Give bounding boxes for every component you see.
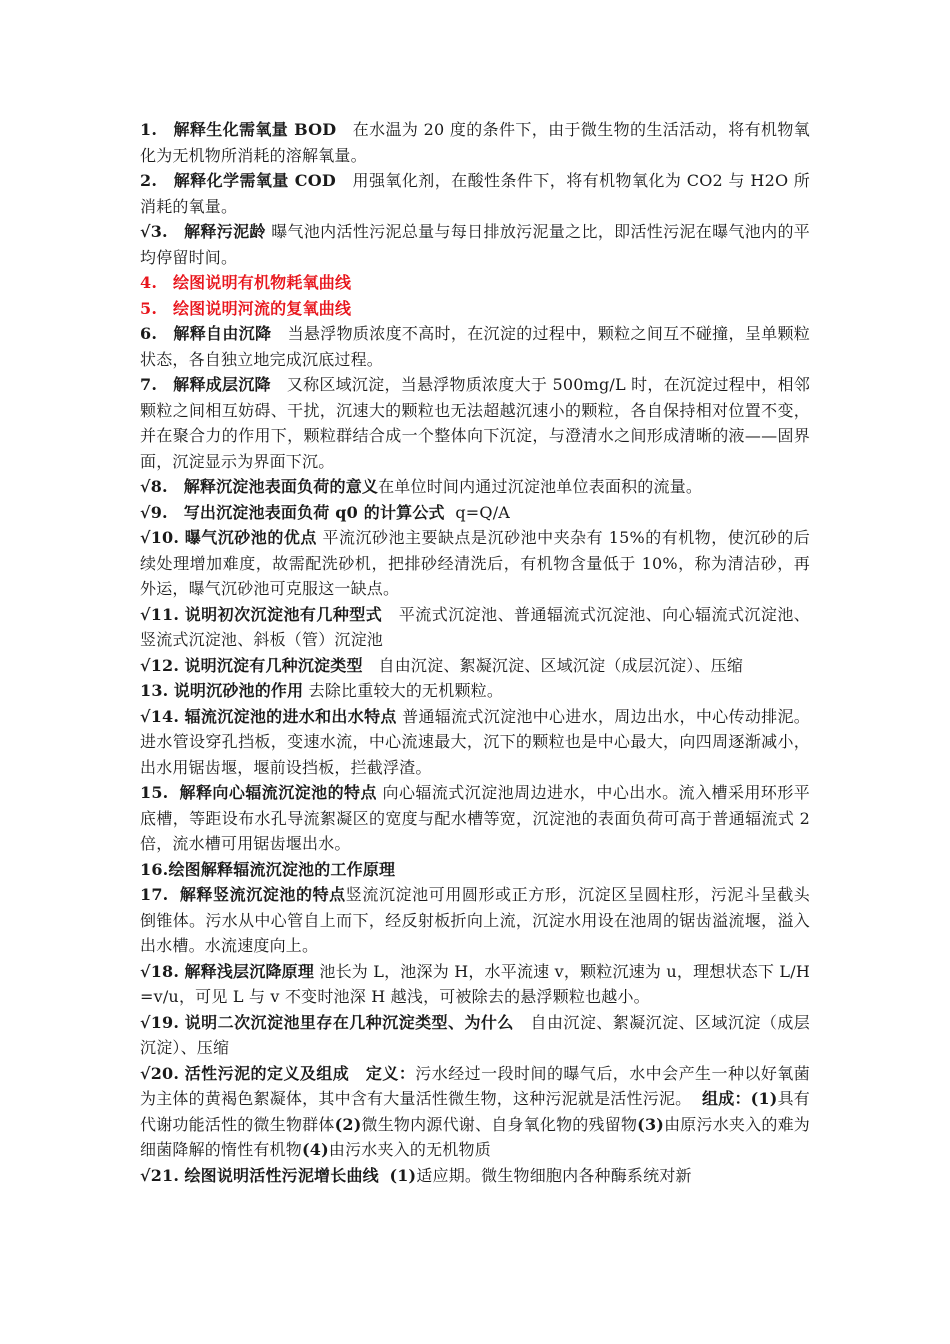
definition-text: 污水经过一段时间的曝气后，水中会产生一种以好氧菌为主体的黄褐色絮凝体，其中含有大量活性微生物，这种污泥就是活性污泥。 xyxy=(140,1063,810,1108)
question-6: 6. 解释自由沉降 当悬浮物质浓度不高时，在沉淀的过程中，颗粒之间互不碰撞，呈单颗粒状态，各自独立地完成沉底过程。 xyxy=(140,324,811,369)
answer-text: 竖流沉淀池可用圆形或正方形，沉淀区呈圆柱形，污泥斗呈截头倒锥体。污水从中心管自上而下，经反射板折向上流，沉淀水用设在池周的锯齿溢流堰，溢入出水槽。水流速度向上。 xyxy=(140,885,810,955)
question-4: 4. 绘图说明有机物耗氧曲线 xyxy=(140,273,352,292)
question-13: 13. 说明沉砂池的作用 去除比重较大的无机颗粒。 xyxy=(140,681,504,700)
answer-text: 池长为 L，池深为 H，水平流速 v，颗粒沉速为 u，理想状态下 L/H=v/u，可见 L 与 v 不变时池深 H 越浅，可被除去的悬浮颗粒也越小。 xyxy=(140,961,810,1006)
definition-label: 定义： xyxy=(365,1063,416,1083)
question-title: 解释向心辐流沉淀池的特点 xyxy=(179,783,377,802)
answer-text: 自由沉淀、絮凝沉淀、区域沉淀（成层沉淀）、压缩 xyxy=(378,655,744,675)
question-title: 说明沉淀有几种沉淀类型 xyxy=(184,655,363,675)
question-1: 1. 解释生化需氧量 BOD 在水温为 20 度的条件下，由于微生物的生活活动，将有机物氧化为无机物所消耗的溶解氧量。 xyxy=(140,120,810,165)
question-10: √10. 曝气沉砂池的优点 平流沉砂池主要缺点是沉砂池中夹杂有 15%的有机物，使沉砂的后续处理增加难度，故需配洗砂机，把排砂经清洗后，有机物含量低于 10%，称为清洁砂，再外运，曝气沉砂池可克服这一缺点。 xyxy=(140,528,810,598)
answer-text: 自由沉淀、絮凝沉淀、区域沉淀（成层沉淀）、压缩 xyxy=(140,1012,810,1057)
question-title: 活性污泥的定义及组成 xyxy=(184,1063,350,1083)
question-title: 解释化学需氧量 COD xyxy=(173,171,336,190)
answer-text: 在水温为 20 度的条件下，由于微生物的生活活动，将有机物氧化为无机物所消耗的溶解氧量。 xyxy=(140,120,810,165)
answer-text: 当悬浮物质浓度不高时，在沉淀的过程中，颗粒之间互不碰撞，呈单颗粒状态，各自独立地完成沉底过程。 xyxy=(140,324,811,369)
question-11: √11. 说明初次沉淀池有几种型式 平流式沉淀池、普通辐流式沉淀池、向心辐流式沉淀池、竖流式沉淀池、斜板（管）沉淀池 xyxy=(140,604,810,649)
question-title: 解释自由沉降 xyxy=(173,324,272,343)
question-7: 7. 解释成层沉降 又称区域沉淀，当悬浮物质浓度大于 500mg/L 时，在沉淀过程中，相邻颗粒之间相互妨碍、干扰，沉速大的颗粒也无法超越沉速小的颗粒，各自保持相对位置不变，并在聚合力的作用下，颗粒群结合成一个整体向下沉淀，与澄清水之间形成清晰的液——固界面，沉淀显示为界面下沉。 xyxy=(140,375,811,471)
question-title: 说明初次沉淀池有几种型式 xyxy=(184,604,383,624)
question-16: 16.绘图解释辐流沉淀池的工作原理 xyxy=(140,859,396,879)
question-20: √20. 活性污泥的定义及组成 定义：污水经过一段时间的曝气后，水中会产生一种以好氧菌为主体的黄褐色絮凝体，其中含有大量活性微生物，这种污泥就是活性污泥。 组成：(1)具有代谢功能活性的微生物群体(2)微生物内源代谢、自身氧化物的残留物(3)由原污水夹入的难为细菌降解的惰性有机物(4)由污水夹入的无机物质 xyxy=(140,1063,810,1159)
composition-label: 组成： xyxy=(702,1089,751,1108)
question-title: 曝气沉砂池的优点 xyxy=(184,528,317,547)
question-title: 绘图解释辐流沉淀池的工作原理 xyxy=(168,859,396,879)
question-3: √3. 解释污泥龄 曝气池内活性污泥总量与每日排放污泥量之比，即活性污泥在曝气池内的平均停留时间。 xyxy=(140,222,810,267)
question-19: √19. 说明二次沉淀池里存在几种沉淀类型、为什么 自由沉淀、絮凝沉淀、区域沉淀（成层沉淀）、压缩 xyxy=(140,1012,810,1057)
answer-text: q=Q/A xyxy=(455,502,511,522)
question-9: √9. 写出沉淀池表面负荷 q0 的计算公式 q=Q/A xyxy=(140,502,511,522)
question-21: √21. 绘图说明活性污泥增长曲线 (1)适应期。微生物细胞内各种酶系统对新 xyxy=(140,1165,692,1185)
question-title: 绘图说明河流的复氧曲线 xyxy=(172,298,352,318)
question-title: 解释成层沉降 xyxy=(173,375,271,394)
question-title: 说明二次沉淀池里存在几种沉淀类型、为什么 xyxy=(184,1012,514,1032)
question-title: 辐流沉淀池的进水和出水特点 xyxy=(184,706,397,726)
answer-text: 平流沉砂池主要缺点是沉砂池中夹杂有 15%的有机物，使沉砂的后续处理增加难度，故需配洗砂机，把排砂经清洗后，有机物含量低于 10%，称为清洁砂，再外运，曝气沉砂池可克服这一缺点。 xyxy=(140,528,810,598)
answer-text: 适应期。微生物细胞内各种酶系统对新 xyxy=(416,1165,692,1185)
answer-text: 普通辐流式沉淀池中心进水，周边出水，中心传动排泥。进水管设穿孔挡板，变速水流，中心流速最大，沉下的颗粒也是中心最大，向四周逐渐减小，出水用锯齿堰，堰前设挡板，拦截浮渣。 xyxy=(140,706,810,777)
answer-text: 用强氧化剂，在酸性条件下，将有机物氧化为 CO2 与 H2O 所消耗的氧量。 xyxy=(140,171,810,216)
question-title: 解释污泥龄 xyxy=(184,222,266,241)
question-title: 说明沉砂池的作用 xyxy=(173,681,304,700)
answer-text: 曝气池内活性污泥总量与每日排放污泥量之比，即活性污泥在曝气池内的平均停留时间。 xyxy=(140,222,810,267)
question-title: 解释浅层沉降原理 xyxy=(184,961,315,981)
question-title: 写出沉淀池表面负荷 q0 的计算公式 xyxy=(183,502,445,522)
answer-text: 又称区域沉淀，当悬浮物质浓度大于 500mg/L 时，在沉淀过程中，相邻颗粒之间相互妨碍、干扰，沉速大的颗粒也无法超越沉速小的颗粒，各自保持相对位置不变，并在聚合力的作用下，颗粒群结合成一个整体向下沉淀，与澄清水之间形成清晰的液——固界面，沉淀显示为界面下沉。 xyxy=(140,375,811,471)
question-title: 绘图说明活性污泥增长曲线 xyxy=(184,1165,379,1185)
question-12: √12. 说明沉淀有几种沉淀类型 自由沉淀、絮凝沉淀、区域沉淀（成层沉淀）、压缩 xyxy=(140,655,744,675)
question-title: 解释生化需氧量 BOD xyxy=(173,120,337,139)
question-title: 解释竖流沉淀池的特点 xyxy=(179,885,346,904)
question-title: 绘图说明有机物耗氧曲线 xyxy=(172,273,352,292)
answer-text: 向心辐流式沉淀池周边进水，中心出水。流入槽采用环形平底槽，等距设布水孔导流絮凝区的宽度与配水槽等宽，沉淀池的表面负荷可高于普通辐流式 2 倍，流水槽可用锯齿堰出水。 xyxy=(140,783,810,853)
question-18: √18. 解释浅层沉降原理 池长为 L，池深为 H，水平流速 v，颗粒沉速为 u，理想状态下 L/H=v/u，可见 L 与 v 不变时池深 H 越浅，可被除去的悬浮颗粒也越小。 xyxy=(140,961,810,1006)
question-15: 15. 解释向心辐流沉淀池的特点 向心辐流式沉淀池周边进水，中心出水。流入槽采用环形平底槽，等距设布水孔导流絮凝区的宽度与配水槽等宽，沉淀池的表面负荷可高于普通辐流式 2 倍，流水槽可用锯齿堰出水。 xyxy=(140,783,810,853)
question-2: 2. 解释化学需氧量 COD 用强氧化剂，在酸性条件下，将有机物氧化为 CO2 与 H2O 所消耗的氧量。 xyxy=(140,171,810,216)
question-5: 5. 绘图说明河流的复氧曲线 xyxy=(140,298,352,318)
question-8: √8. 解释沉淀池表面负荷的意义在单位时间内通过沉淀池单位表面积的流量。 xyxy=(140,477,703,496)
question-title: 解释沉淀池表面负荷的意义 xyxy=(183,477,379,496)
answer-text: 在单位时间内通过沉淀池单位表面积的流量。 xyxy=(378,477,703,496)
question-14: √14. 辐流沉淀池的进水和出水特点 普通辐流式沉淀池中心进水，周边出水，中心传动排泥。进水管设穿孔挡板，变速水流，中心流速最大，沉下的颗粒也是中心最大，向四周逐渐减小，出水用锯齿堰，堰前设挡板，拦截浮渣。 xyxy=(140,706,810,777)
question-17: 17. 解释竖流沉淀池的特点竖流沉淀池可用圆形或正方形，沉淀区呈圆柱形，污泥斗呈截头倒锥体。污水从中心管自上而下，经反射板折向上流，沉淀水用设在池周的锯齿溢流堰，溢入出水槽。水流速度向上。 xyxy=(140,885,810,955)
answer-text: 去除比重较大的无机颗粒。 xyxy=(308,681,504,700)
answer-text: 平流式沉淀池、普通辐流式沉淀池、向心辐流式沉淀池、竖流式沉淀池、斜板（管）沉淀池 xyxy=(140,604,810,649)
